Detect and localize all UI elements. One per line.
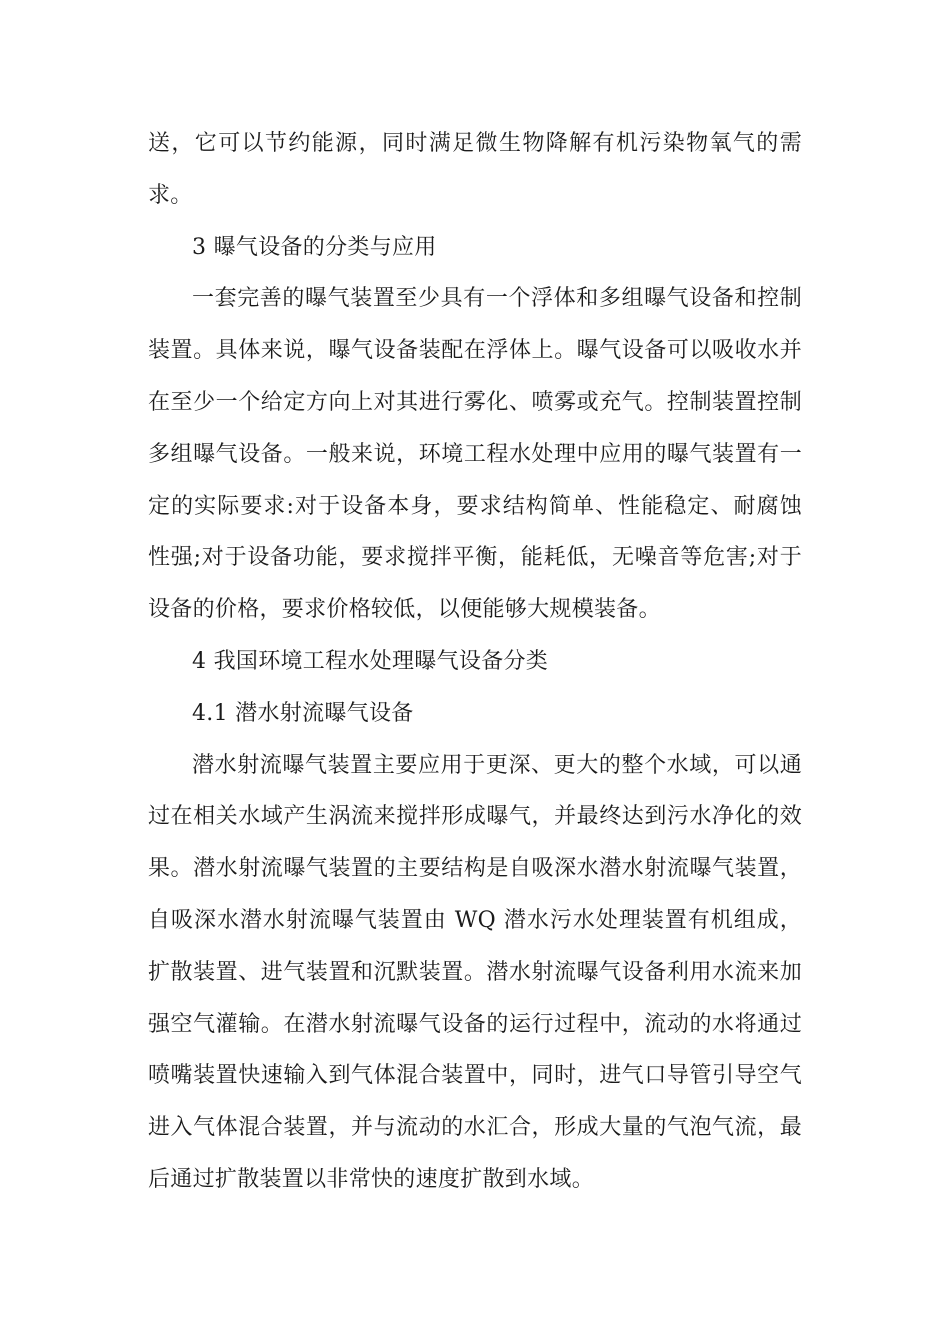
section-heading-4: 4 我国环境工程水处理曝气设备分类 — [192, 648, 549, 674]
document-body — [148, 118, 802, 1206]
subsection-heading-4-1: 4.1 潜水射流曝气设备 — [192, 700, 414, 726]
section-heading-3: 3 曝气设备的分类与应用 — [192, 234, 437, 260]
paragraph-aeration-device: 一套完善的曝气装置至少具有一个浮体和多组曝气设备和控制装置。具体来说，曝气设备装配在浮体上。曝气设备可以吸收水并在至少一个给定方向上对其进行雾化、喷雾或充气。控制装置控制多组曝气设备。一般来说，环境工程水处理中应用的曝气装置有一定的实际要求:对于设备本身，要求结构简单、性能稳定、耐腐蚀性强;对于设备功能，要求搅拌平衡，能耗低，无噪音等危害;对于设备的价格，要求价格较低，以便能够大规模装备。 — [148, 286, 802, 623]
paragraph-submersible-jet: 潜水射流曝气装置主要应用于更深、更大的整个水域，可以通过在相关水域产生涡流来搅拌形成曝气，并最终达到污水净化的效果。潜水射流曝气装置的主要结构是自吸深水潜水射流曝气装置，自吸深水潜水射流曝气装置由 WQ 潜水污水处理装置有机组成，扩散装置、进气装置和沉默装置。潜水射流曝气设备利用水流来加强空气灌输。在潜水射流曝气设备的运行过程中，流动的水将通过喷嘴装置快速输入到气体混合装置中，同时，进气口导管引导空气进入气体混合装置，并与流动的水汇合，形成大量的气泡气流，最后通过扩散装置以非常快的速度扩散到水域。 — [148, 752, 802, 1192]
paragraph-continuation: 送，它可以节约能源，同时满足微生物降解有机污染物氧气的需求。 — [148, 131, 802, 208]
